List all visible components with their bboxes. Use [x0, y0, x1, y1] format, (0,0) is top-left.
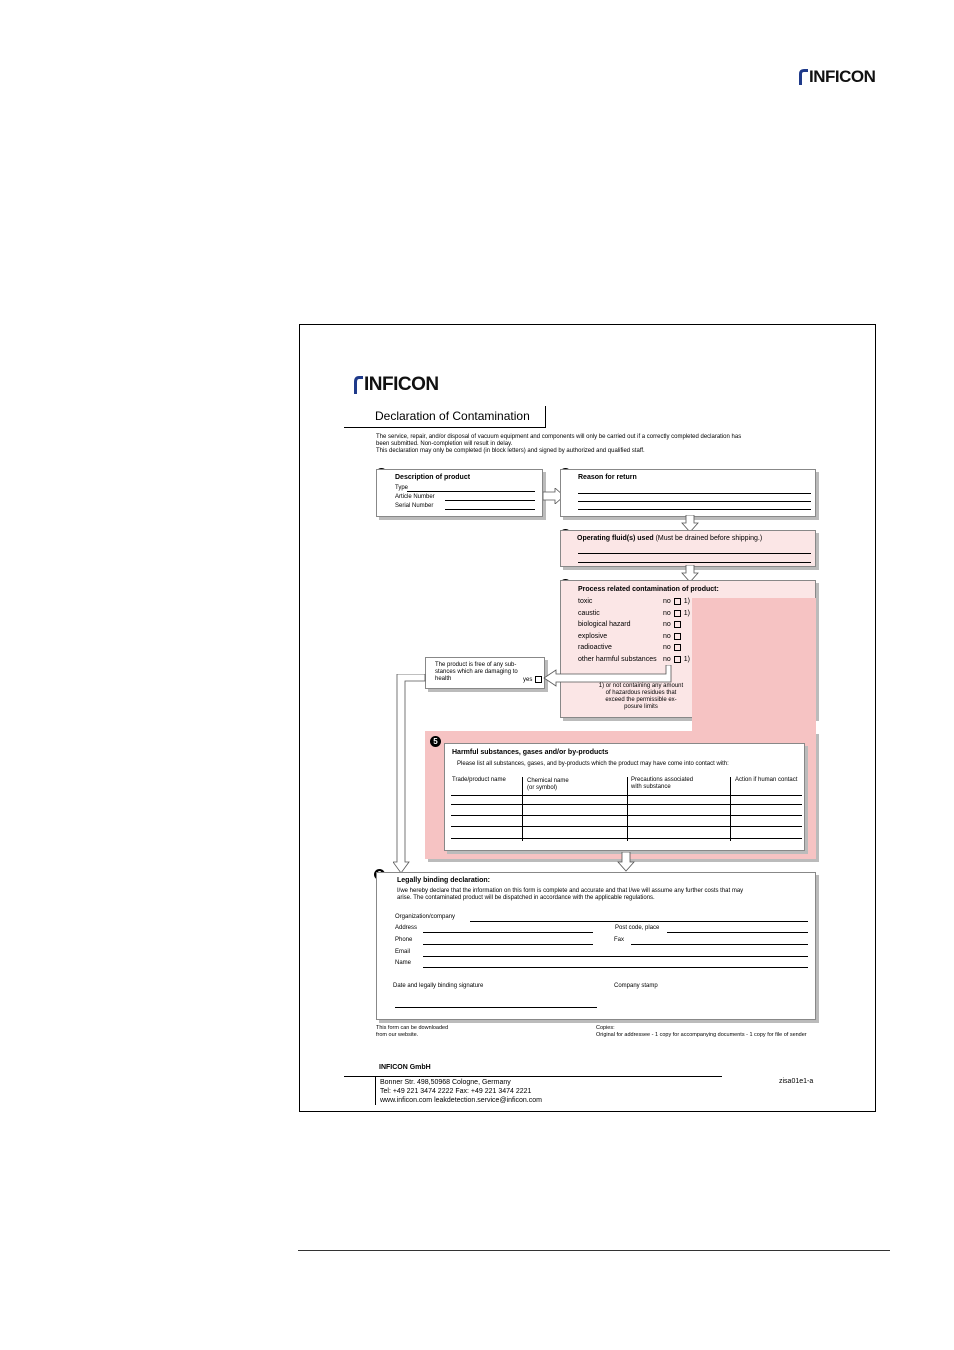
no-option[interactable] [663, 656, 690, 663]
reason-line[interactable] [578, 509, 811, 510]
section-4-title: Process related contamination of product: [578, 586, 719, 593]
table-col-rule [627, 777, 628, 841]
section-2-box [560, 469, 816, 517]
no-option[interactable] [663, 633, 682, 640]
note-1-line: 1) or not containing any amount [598, 683, 684, 689]
section-6-title: Legally binding declaration: [397, 877, 490, 884]
type-label: Type [395, 485, 409, 491]
inficon-logo-icon [795, 68, 809, 86]
fluid-line[interactable] [578, 562, 811, 563]
fax-field[interactable] [631, 944, 808, 945]
company-rule-v [375, 1076, 376, 1105]
intro-line: This declaration may only be completed (in block letters) and signed by authorized and qualified staff. [376, 448, 645, 454]
no-checkbox[interactable] [674, 633, 681, 640]
free-text [435, 662, 543, 684]
declaration-line: I/we hereby declare that the information on this form is complete and accurate and that I/we will assume any further costs that may [397, 888, 744, 894]
no-checkbox[interactable] [674, 644, 681, 651]
col-chemical-name-l1: Chemical name [527, 778, 569, 784]
section-5-sub: Please list all substances, gases, and by-products which the product may have come into contact with: [457, 761, 729, 767]
header-brand: INFICON [809, 67, 876, 86]
section-5-title: Harmful substances, gases and/or by-products [452, 749, 609, 756]
company-stamp-label: Company stamp [614, 983, 658, 989]
no-checkbox[interactable] [674, 621, 681, 628]
section-1-title: Description of product [395, 474, 471, 481]
col-chemical-name-l2: (or symbol) [527, 785, 558, 791]
title-rule-h [344, 427, 546, 428]
footer-download-line: from our website. [376, 1031, 419, 1038]
free-last-line [435, 676, 543, 684]
free-yes-checkbox[interactable] [535, 676, 542, 683]
org-label: Organization/company [395, 914, 456, 920]
no-checkbox[interactable] [674, 656, 681, 663]
section-3-note: (Must be drained before shipping.) [655, 535, 763, 542]
contamination-no-cell [663, 610, 690, 617]
date-signature-label: Date and legally binding signature [393, 983, 484, 989]
section-6-box [376, 872, 816, 1020]
free-yes-label: yes [522, 677, 533, 684]
contamination-no-cell [663, 656, 690, 663]
serial-number-label: Serial Number [395, 503, 434, 509]
address-field[interactable] [423, 932, 593, 933]
note-1 [591, 683, 691, 711]
form-code: zisa01e1-a [779, 1078, 814, 1085]
col-precautions-l2: with substance [631, 784, 671, 790]
contamination-label: radioactive [578, 644, 612, 651]
free-line: The product is free of any sub- [435, 662, 517, 668]
address-line: Bonner Str. 498,50968 Cologne, Germany [380, 1079, 511, 1086]
section-3-box [560, 530, 816, 567]
contamination-label: other harmful substances [578, 655, 657, 663]
type-field[interactable] [407, 491, 535, 492]
no-option[interactable] [663, 610, 690, 617]
no-label: no [663, 598, 671, 606]
col-precautions-l1: Precautions associated [631, 777, 694, 783]
section-5-box [444, 743, 805, 851]
note-1-line: exceed the permissible ex- [605, 697, 677, 703]
phone-field[interactable] [423, 944, 593, 945]
post-label: Post code, place [615, 925, 660, 931]
contamination-label: toxic [578, 598, 593, 605]
name-field[interactable] [423, 967, 808, 968]
serial-number-field[interactable] [445, 509, 535, 510]
col-precautions [631, 777, 693, 791]
no-option[interactable] [663, 644, 682, 651]
no-label: no [663, 632, 671, 640]
section-1-box [376, 469, 543, 517]
page-footer-rule [298, 1250, 890, 1251]
table-col-rule [522, 777, 523, 841]
arrow-left-icon [542, 665, 672, 687]
contamination-row-label [578, 598, 592, 605]
contamination-row-label [578, 644, 612, 651]
no-note: 1) [683, 609, 690, 617]
inficon-logo-icon [350, 375, 364, 395]
contamination-row-label [578, 633, 607, 640]
article-number-field[interactable] [445, 500, 535, 501]
arrow-down-icon [617, 852, 635, 872]
arrow-down-icon [393, 674, 429, 874]
no-label: no [663, 609, 671, 617]
contamination-row-label [578, 621, 631, 628]
phone-label: Phone [395, 937, 413, 943]
title-rule-v [545, 406, 546, 427]
footer-copies [596, 1025, 807, 1038]
free-health: health [435, 676, 452, 682]
reason-line[interactable] [578, 493, 811, 494]
address-label: Address [395, 925, 418, 931]
note-1-line: posure limits [624, 704, 658, 710]
no-note: 1) [683, 655, 690, 663]
signature-field[interactable] [395, 1007, 597, 1008]
fax-label: Fax [614, 937, 625, 943]
no-note: 1) [683, 598, 690, 606]
contamination-label: biological hazard [578, 621, 631, 628]
section-5-number: 5 [430, 736, 441, 747]
email-field[interactable] [423, 956, 808, 957]
footer-download [376, 1025, 448, 1038]
article-number-label: Article Number [395, 494, 435, 500]
form-logo [350, 374, 439, 396]
section-3-title: Operating fluid(s) used [577, 535, 654, 542]
section-2-title: Reason for return [578, 474, 637, 481]
address-line: Tel: +49 221 3474 2222 Fax: +49 221 3474 2221 [380, 1088, 532, 1095]
no-option[interactable] [663, 598, 690, 605]
contamination-no-cell [663, 644, 682, 651]
contamination-no-cell [663, 633, 682, 640]
company-name: INFICON GmbH [379, 1064, 431, 1071]
free-line: stances which are damaging to [435, 669, 518, 675]
contamination-no-cell [663, 598, 690, 605]
declaration-line: arise. The contaminated product will be dispatched in accordance with the applicable regulations. [397, 895, 655, 901]
free-of-substances-box [425, 657, 545, 689]
post-field[interactable] [667, 932, 808, 933]
note-1-line: of hazardous residues that [605, 690, 677, 696]
contamination-no-cell [663, 621, 682, 628]
company-rule-h [344, 1076, 722, 1077]
fluid-line[interactable] [578, 553, 811, 554]
section-6-text [397, 888, 812, 902]
contamination-row-label [578, 656, 657, 663]
form-title: Declaration of Contamination [375, 409, 530, 423]
footer-download-line: This form can be downloaded [376, 1025, 449, 1031]
name-label: Name [395, 960, 412, 966]
no-option[interactable] [663, 621, 682, 628]
no-label: no [663, 644, 671, 652]
intro-line: The service, repair, and/or disposal of vacuum equipment and components will only be carried out if a correctly completed declaration has [376, 434, 742, 440]
org-field[interactable] [470, 921, 808, 922]
section-3-title-line [577, 535, 762, 544]
form-brand: INFICON [364, 374, 439, 395]
col-trade-name: Trade/product name [452, 777, 506, 783]
footer-copies-line: Copies: [596, 1025, 615, 1031]
intro-text [376, 434, 816, 455]
col-action: Action if human contact [735, 777, 798, 783]
contamination-row-label [578, 610, 600, 617]
address-line: www.inficon.com leakdetection.service@inficon.com [380, 1097, 542, 1104]
no-checkbox[interactable] [674, 598, 681, 605]
email-label: Email [395, 949, 411, 955]
contamination-label: explosive [578, 632, 608, 640]
no-checkbox[interactable] [674, 610, 681, 617]
section-4-5-connector [692, 598, 816, 732]
company-address [380, 1078, 542, 1105]
intro-line: been submitted. Non-completion will result in delay. [376, 441, 513, 447]
col-chemical-name [527, 778, 569, 792]
free-yes-option[interactable] [523, 676, 543, 684]
table-col-rule [730, 777, 731, 841]
header-logo [795, 67, 875, 87]
reason-line[interactable] [578, 501, 811, 502]
footer-copies-line: Original for addressee - 1 copy for accompanying documents - 1 copy for file of sender [596, 1031, 807, 1038]
contamination-label: caustic [578, 609, 600, 617]
no-label: no [663, 655, 671, 663]
no-label: no [663, 621, 671, 629]
